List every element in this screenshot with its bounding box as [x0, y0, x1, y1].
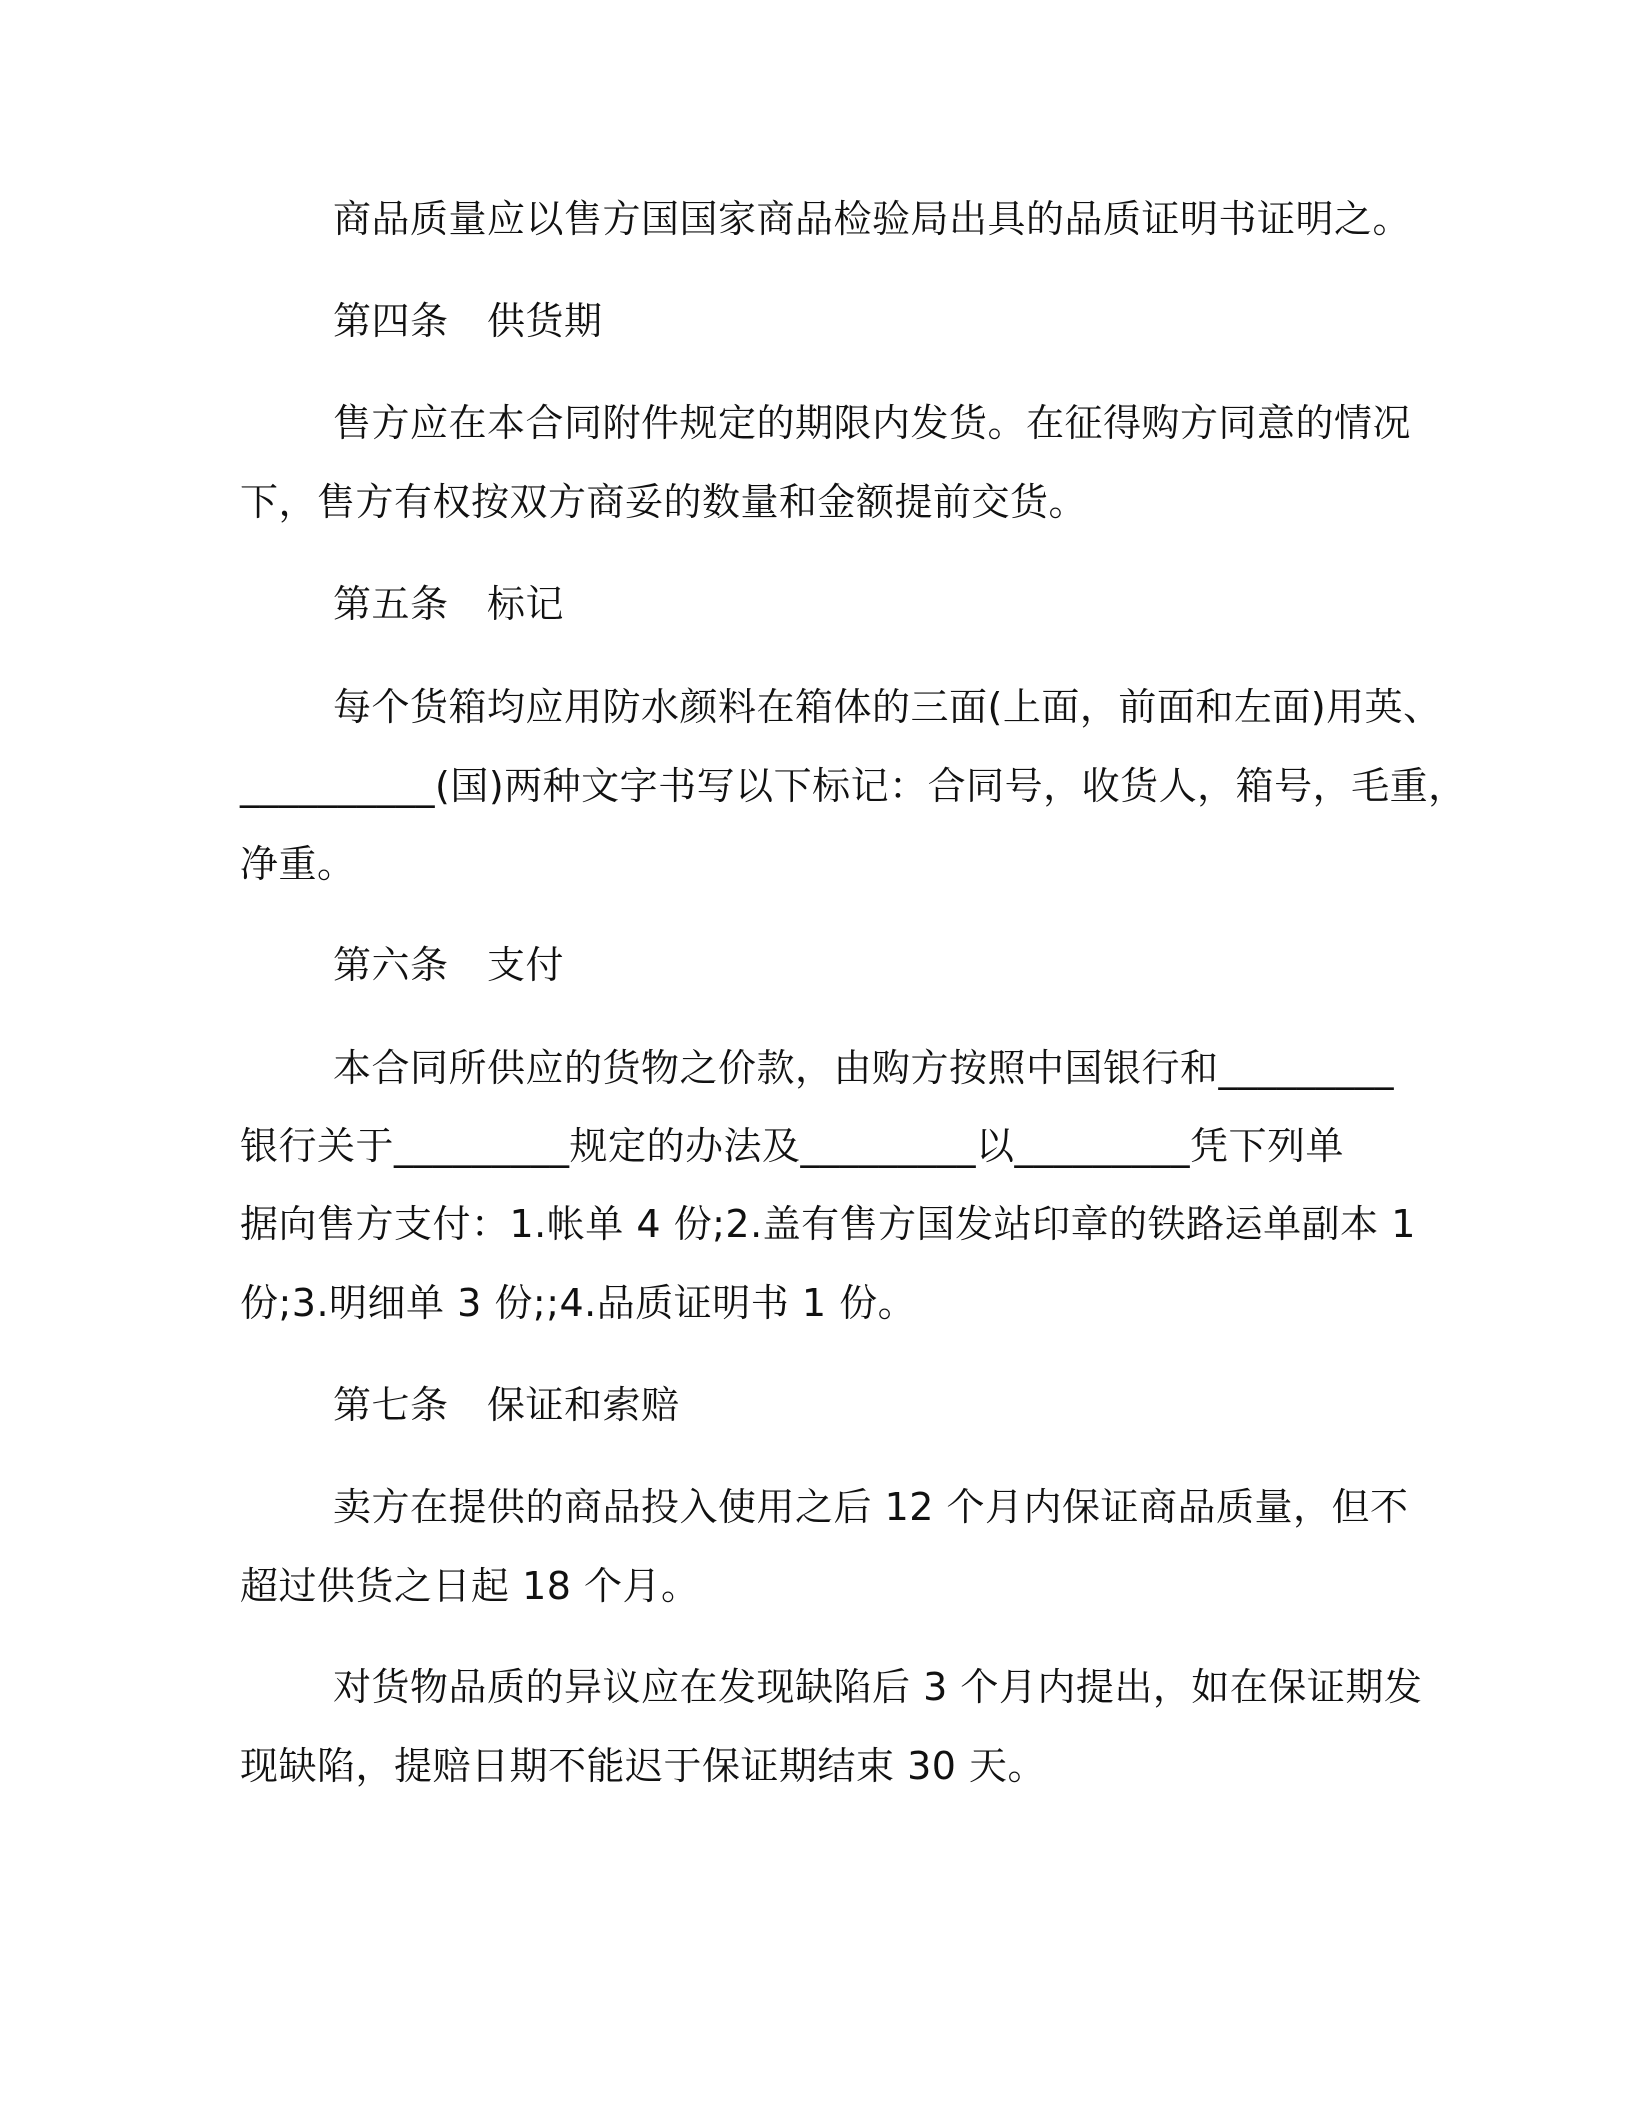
- paragraph-payment-line-1: 本合同所供应的货物之价款，由购方按照中国银行和_________: [333, 1046, 1395, 1090]
- paragraph-claims-line-2: 现缺陷，提赔日期不能迟于保证期结束 30 天。: [240, 1744, 1047, 1788]
- paragraph-warranty-line-2: 超过供货之日起 18 个月。: [240, 1564, 700, 1608]
- paragraph-payment-line-4: 份;3.明细单 3 份;;4.品质证明书 1 份。: [240, 1281, 917, 1325]
- heading-article-4-delivery: 第四条 供货期: [333, 299, 603, 343]
- paragraph-payment-line-3: 据向售方支付：1.帐单 4 份;2.盖有售方国发站印章的铁路运单副本 1: [240, 1202, 1416, 1246]
- paragraph-marking-line-1: 每个货箱均应用防水颜料在箱体的三面(上面，前面和左面)用英、: [333, 685, 1442, 729]
- heading-article-7-warranty: 第七条 保证和索赔: [333, 1383, 680, 1427]
- paragraph-quality-certificate: 商品质量应以售方国国家商品检验局出具的品质证明书证明之。: [333, 197, 1412, 241]
- heading-article-6-payment: 第六条 支付: [333, 943, 565, 987]
- paragraph-payment-line-2: 银行关于_________规定的办法及_________以_________凭下列单: [240, 1124, 1345, 1168]
- paragraph-marking-line-3: 净重。: [240, 842, 356, 886]
- paragraph-delivery-line-1: 售方应在本合同附件规定的期限内发货。在征得购方同意的情况: [333, 401, 1412, 445]
- paragraph-claims-line-1: 对货物品质的异议应在发现缺陷后 3 个月内提出，如在保证期发: [333, 1665, 1423, 1709]
- paragraph-warranty-line-1: 卖方在提供的商品投入使用之后 12 个月内保证商品质量，但不: [333, 1485, 1409, 1529]
- heading-article-5-marking: 第五条 标记: [333, 582, 565, 626]
- paragraph-delivery-line-2: 下，售方有权按双方商妥的数量和金额提前交货。: [240, 480, 1088, 524]
- paragraph-marking-line-2: __________(国)两种文字书写以下标记：合同号，收货人，箱号，毛重，: [240, 764, 1467, 808]
